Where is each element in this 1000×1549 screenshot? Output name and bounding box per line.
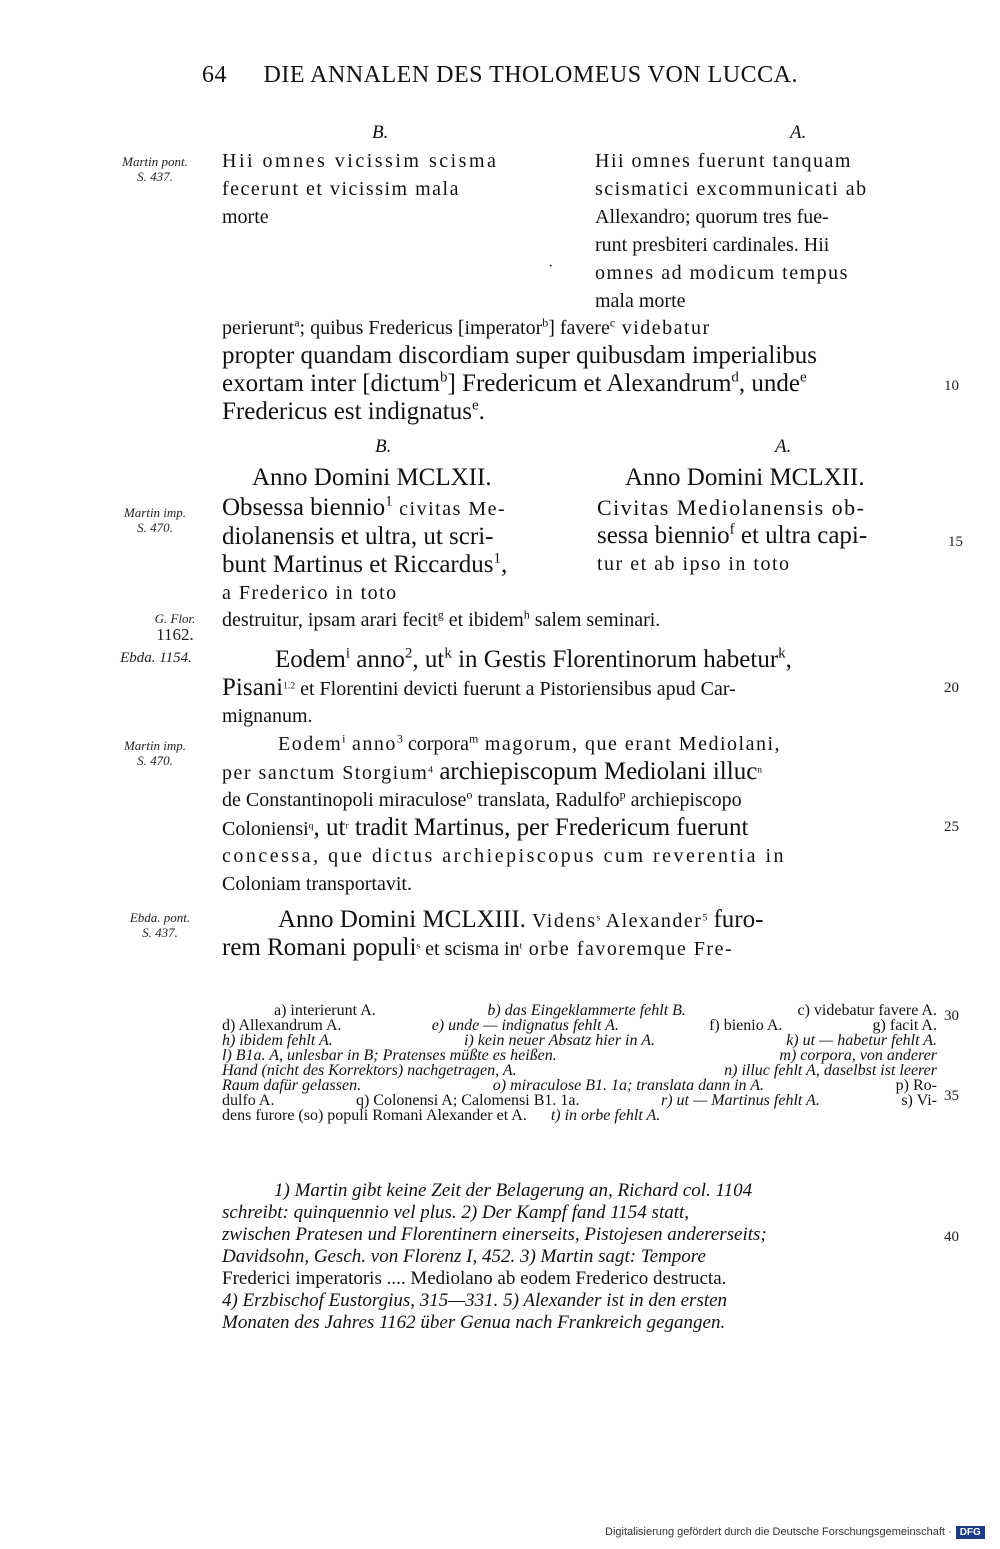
- column-a-text: Civitas Mediolanensis ob- sessa biennio$^f$ et ultra capi- tur et ab ipso in toto: [597, 495, 868, 575]
- column-label-b: B.: [372, 122, 389, 143]
- dfg-logo-icon: DFG: [956, 1526, 985, 1539]
- column-label-a: A.: [790, 122, 807, 143]
- digitization-footer: Digitalisierung gefördert durch die Deutsche Forschungsgemeinschaft · DFG: [605, 1526, 985, 1539]
- column-label-a: A.: [775, 436, 792, 457]
- year-heading-b: Anno Domini MCLXII.: [252, 464, 492, 491]
- paragraph-line: concessa, que dictus archiepiscopus cum reverentia in: [222, 845, 787, 867]
- paragraph-line: Coloniam transportavit.: [222, 873, 412, 895]
- joined-text-line: Fredericus est indignatus$^e$.: [222, 397, 485, 425]
- margin-note: Martin imp. S. 470.: [123, 505, 187, 535]
- bullet-mark: ·: [548, 258, 554, 275]
- paragraph-line: per sanctum Storgium$^4$ archiepiscopum Mediolani illuc$^n$: [222, 758, 763, 785]
- column-b-text: Hii omnes vicissim scisma fecerunt et vicissim mala morte: [222, 150, 499, 228]
- paragraph-line: rem Romani populi$^s$ et scisma $in^t$ orbe favoremque Fre-: [222, 934, 734, 961]
- paragraph-line: de Constantinopoli miraculose$^o$ translata, Radulfo$^p$ archiepiscopo: [222, 787, 742, 811]
- column-label-b: B.: [375, 436, 392, 457]
- joined-text-line: destruitur, ipsam arari fecit$^g$ et ibidem$^h$ salem seminari.: [222, 607, 661, 631]
- joined-text-line: perierunt$^a$; quibus Fredericus [imperator$^b$] favere$^c$ videbatur: [222, 315, 711, 339]
- footnote-line: Monaten des Jahres 1162 über Genua nach Frankreich gegangen.: [222, 1312, 726, 1333]
- line-number: 35: [944, 1088, 959, 1104]
- footnote-line: zwischen Pratesen und Florentinern einerseits, Pistojesen andererseits;: [222, 1224, 767, 1245]
- footnotes: [222, 1180, 937, 1334]
- line-number: 25: [944, 819, 959, 835]
- margin-note: Martin imp. S. 470.: [123, 738, 187, 768]
- footnote-line: 4) Erzbischof Eustorgius, 315—331. 5) Alexander ist in den ersten: [222, 1290, 728, 1311]
- page-title: DIE ANNALEN DES THOLOMEUS VON LUCCA.: [263, 62, 798, 88]
- line-number: 20: [944, 680, 959, 696]
- margin-note: Ebda. pont. S. 437.: [129, 910, 191, 940]
- footnote-line: Davidsohn, Gesch. von Florenz I, 452. 3) Martin sagt: Tempore: [222, 1246, 706, 1267]
- footnote-line: Frederici imperatoris .... Mediolano ab eodem Frederico destructa.: [222, 1268, 727, 1289]
- paragraph-line: Pisani$^{1.2}$ et Florentini devicti fuerunt a Pistoriensibus apud Car-: [222, 674, 736, 701]
- line-number: 10: [944, 378, 959, 394]
- joined-text-line: propter quandam discordiam super quibusdam imperialibus: [222, 342, 818, 369]
- margin-note: Martin pont. S. 437.: [122, 154, 188, 184]
- column-b-text: Obsessa biennio$^1$ civitas Me- diolanensis et ultra, ut scri- bunt Martinus et Riccardus$^1$, a Frederico in toto: [222, 493, 508, 604]
- footnote-line: 1) Martin gibt keine Zeit der Belagerung an, Richard col. 1104: [274, 1180, 753, 1201]
- margin-note: G. Flor. 1162.: [154, 611, 196, 644]
- footnote-line: schreibt: quinquennio vel plus. 2) Der Kampf fand 1154 statt,: [222, 1202, 690, 1223]
- apparatus-criticus: a) interierunt A. b) das Eingeklammerte fehlt B. c) videbatur favere A. d) Allexandrum A. e) unde — indignatus fehlt A. f) bienio A. g) facit A. h) ibidem fehlt A. i) kein neuer Absatz hier in A. k) ut — habetur fehlt A. l) B1a. A, unlesbar in B; Pratenses müßte es heißen. m) corpora, von anderer Hand (nicht des Korrektors) nachgetragen, A. n) illuc fehlt A, daselbst ist leerer Raum dafür gelassen. o) miraculose B1. 1a; translata dann in A. p) Ro- dulfo A. q) Colonensi A; Calomensi B1. 1a. r) ut — Martinus fehlt A. s) Vi- dens furore (so) populi Romani Alexander et A. t) in orbe fehlt A.: [222, 1002, 937, 1124]
- line-number: 15: [948, 534, 963, 550]
- page-number: 64: [202, 62, 228, 88]
- joined-text-line: exortam inter [dictum$^b$] Fredericum et Alexandrum$^d$, unde$^e$: [222, 369, 807, 397]
- paragraph-line: Coloniensi$^q$, $ut^r$ tradit Martinus, per Fredericum fuerunt: [222, 814, 749, 841]
- paragraph-line: Anno Domini MCLXIII. Videns$^s$ Alexander$^5$ furo-: [278, 906, 764, 933]
- margin-note: Ebda. 1154.: [120, 650, 192, 666]
- column-a-text: Hii omnes fuerunt tanquam scismatici excommunicati ab Allexandro; quorum tres fue- runt presbiteri cardinales. Hii omnes ad modicum tempus mala morte: [595, 150, 868, 312]
- running-header: [0, 62, 1000, 89]
- paragraph-line: Eodem$^i$ anno$^3$ corpora$^m$ magorum, que erant Mediolani,: [278, 731, 782, 755]
- line-number: 30: [944, 1008, 959, 1024]
- paragraph-line: Eodem$^i$ anno$^2$, $ut^k$ in Gestis Florentinorum habetur$^k$,: [275, 645, 792, 673]
- year-heading-a: Anno Domini MCLXII.: [625, 464, 865, 491]
- paragraph-line: mignanum.: [222, 705, 313, 727]
- line-number: 40: [944, 1229, 959, 1245]
